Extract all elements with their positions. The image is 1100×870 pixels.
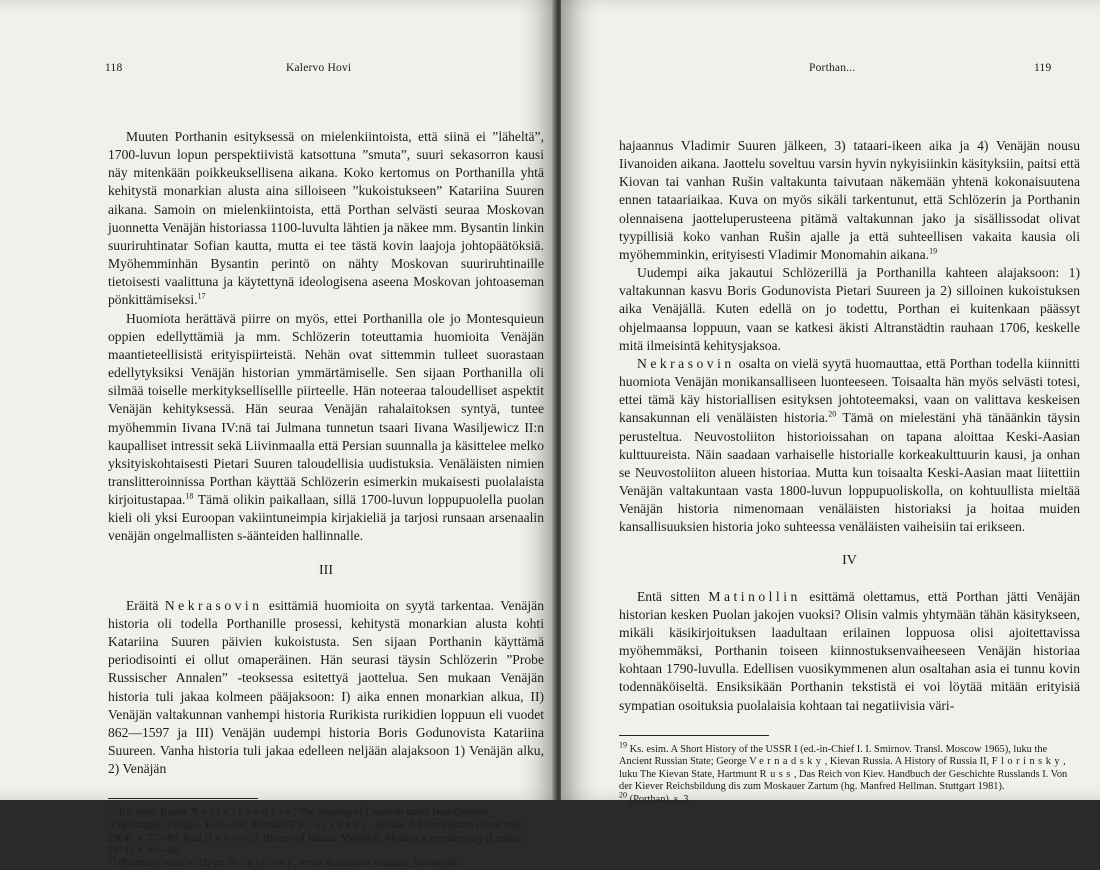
author-name: Vernadsky: [749, 756, 825, 768]
page-number-left: 118: [105, 62, 123, 74]
right-body-text: [619, 137, 1080, 807]
footnote-label: 18: [108, 854, 116, 864]
footnotes-left: [108, 803, 544, 870]
footnote: [108, 854, 544, 870]
author-name: Nørretranders: [190, 807, 294, 819]
paragraph-text: osalta on vielä syytä huomauttaa, että Porthan todella kiinnitti huomiota Venäjän monikansalliseen luonteeseen. Toisaalta hän myös selvästi totesi, ettei tämä käy historiallisen esityksen johtoteemaksi, vaan on valittava keskeisen kansakunnan eli venäläisten historia.: [619, 355, 1080, 426]
footnote-text: , A History of Russia. Medieval, Modern, Contemporary (London 1974), s. 45—46.: [108, 832, 522, 857]
footnote-divider: [108, 798, 258, 799]
paragraph-text: esittämä olettamus, että Porthan jätti Venäjän historian kesken Puolan jakojen vuoksi? Olisin valmis yhtymään tähän käsitykseen, mikäli käsikirjoituksen laadultaan erilainen loppuosa olisi ajoitettavissa myöhemmäksi, Porthanin toiseen kiinnostuksenvaiheeseen Venäjän historiaa kohtaan 1790-luvulla. Edellisen vuosikymmenen alun osaltahan asia ei tunnu kovin todennäköiseltä. Ensiksikään Porthanin tekstistä ei voi löytää mitään erityisiä sympatian osoituksia puolalaisia kohtaan tai negatiivisia väri-: [619, 588, 1080, 713]
paragraph: [619, 588, 1080, 715]
page-number-right: 119: [1034, 62, 1052, 74]
footnotes-right: [619, 740, 1080, 807]
footnote-text: , Das Reich von Kiev. Handbuch der Geschichte Russlands I. Von der Kiever Reichsbildung dis zum Moskauer Zartum (hg. Manfred Hellman. Stuttgart 1981).: [619, 768, 1068, 793]
paragraph: [619, 264, 1080, 355]
footnote-divider: [619, 735, 769, 736]
author-name: Dukes: [204, 832, 249, 844]
footnote-text: , luku The Kievan State, Hartmunt: [619, 756, 1066, 780]
paragraph: [108, 128, 544, 310]
footnote: [108, 803, 544, 857]
paragraph-text: Tämä on mielestäni yhä tänäänkin täysin perusteltua. Neuvostoliiton historioissahan on tapana aloittaa Keski-Aasian kulttuureista. Näin saadaan varhaiselle historialle korkeakulttuurin kausi, ja onhan se Neuvostoliiton alueen historiaa. Mutta kun toisaalta Keski-Aasian maat liitettiin Venäjän valtakuntaan vasta 1800-luvun loppupuoliskolla, on kohtuullista mieltää Venäjän historia nimenomaan venäläisten historiaksi ja hoitaa muiden kansallisuuksien historia joko suhteessa venäläisten vaiheisiin tai erikseen.: [619, 410, 1080, 535]
running-head-left: Kalervo Hovi: [286, 62, 352, 74]
footnote-marker: 20: [828, 409, 837, 419]
footnote-text: , Kievan Russia. A History of Russia II,: [824, 756, 990, 768]
footnote-text: Ks. esim. A Short History of the USSR I (ed.-in-Chief I. I. Smirnov. Transl. Moscow 1965), luku the Ancient Russian State; George: [619, 743, 1048, 768]
paragraph-text: Uudempi aika jakautui Schlözerillä ja Porthanilla kahteen alajaksoon: 1) valtakunnan kasvu Boris Godunovista Pietari Suureen ja 2) silloinen kukoistuksen aika Venäjällä. Kuten edellä on jo todettu, Porthan ei kuitenkaan päässyt ohjelmaansa loppuun, vaan se katkesi äkisti Altranstädtin rauhaan 1706, keskelle mitä ilmeisintä kehitysjaksoa.: [619, 265, 1080, 353]
running-head-right: Porthan...: [809, 62, 856, 74]
author-name: Schlözer: [229, 857, 295, 869]
paragraph-text: hajaannus Vladimir Suuren jälkeen, 3) tataari-ikeen aika ja 4) Venäjän nousu Iivanoiden aikana. Jaottelu soveltuu varsin hyvin nykyisiinkin käsityksiin, paitsi että Kiovan tai vanhan Rušin valtakunta taivutaan näkemään yhtenä kokonaisuutena ennen tataariaikaa. Kuva on myös sikäli tarkentunut, että Schlözerin ja Porthanin olennaisena jaotteluperusteena pitämä valtakunnan jako ja sisällissodat olivat tyypillisiä koko vanhan Rušin ajalle ja että suhteellisen vakaita kausia oli myöhemminkin, erityisesti Vladimir Monomahin aikana.: [619, 138, 1080, 262]
section-heading: IV: [842, 553, 857, 569]
footnote-label: 19: [619, 740, 627, 750]
author-name: Russ: [759, 768, 794, 780]
footnote-marker: 18: [185, 491, 194, 501]
paragraph-text: Muuten Porthanin esityksessä on mielenkiintoista, että siinä ei ”läheltä”, 1700-luvun lopun perspektiivistä katsottuna ”smuta”, suuri sekasorron kausi näy mitenkään poikkeuksellisena aikana. Koko kertomus on Porthanilla yhtä kehitystä monarkian alusta aina silloiseen ”kukoistukseen” Katariina Suuren aikana. Samoin on mielenkiintoista, että Porthan selvästi seuraa Moskovan juonnetta Venäjän historiassa 1100-luvulta lähtien ja näkee mm. Bysantin linkin suuriruhtinatar Sofian kautta, mutta ei tee tästä kovin laajoja johtopäätöksiä. Myöhemminhän Bysantin perintö on nähty Moskovan suuriruhtinaille tietoisesti vaalittuna ja käytettynä ideologisena aseena Moskovan johtoaseman pönkittämiseksi.: [108, 129, 544, 308]
paragraph: [108, 597, 544, 779]
author-name: Florinsky: [991, 756, 1064, 768]
footnote: [619, 790, 1080, 807]
left-body-text: [108, 128, 544, 870]
paragraph-text: esittämiä huomioita on syytä tarkentaa. Venäjän historia oli todella Porthanille prosessi, kehitystä monarkian alusta kohti Katariina Suuren päivien kukoistusta. Sen sijaan Porthanin käyttämä periodisointi ei ollut omaperäinen. Hän seurasi täysin Schlözerin ”Probe Russischer Annalen” -teoksessa esitettyä jaottelua. Sen mukaan Venäjän historia tuli jakaa kolmeen pääjaksoon: I) aika ennen monarkian alkua, II) Venäjän valtakunnan vanhempi historia Rurikista rurikidien loppuun eli vuodet 862—1597 ja III) Venäjän uudempi historia Boris Godunovista Katariina Suureen. Vanha historia tuli jakaa edelleen neljään alajaksoon 1) Venäjän alku, 2) Venäjän: [108, 597, 545, 777]
author-name: Nekrasovin: [637, 355, 735, 371]
paragraph-text: Huomiota herättävä piirre on myös, ettei Porthanilla ole jo Montesquieun oppien edellyttämiä ja mm. Schlözerin toteuttamia huomioita Venäjän maantieteellisistä erityispiirteistä. Nehän ovat sittemmin tulleet suorastaan edellytyksiksi Venäjän historian ymmärtämiselle. Sen sijaan Porthanilla oli silmää toiselle merkityksellisellle piirteelle. Hän noteeraa taloudelliset aspektit Venäjän kehityksessä. Hän seuraa Venäjän rahalaitoksen syntyä, tuntee myöhemmin Iivana IV:nä tai Julmana tunnetun tsaari Iivana Wasiljewicz II:n kaupalliset intressit sekä Liivinmaalla että Persian suunnalla ja käsittelee melko yksityiskohtaisesti Pietari Suuren taloudellisia uudistuksia. Venäläisten nimien translitteroinnissa Porthan käyttää Schlözerin esimerkin mukaisesti puolalaista kirjoitustapaa.: [108, 310, 544, 508]
footnote: [619, 740, 1080, 794]
footnote-text: , The Shaping of Czardom under Ivan Groznyj (Copenhagen 1964), s. 153—166; Michael T.: [108, 807, 488, 831]
paragraph: [619, 137, 1080, 264]
paragraph-text: Tämä olikin paikallaan, sillä 1700-luvun loppupuolella puolan kieli oli yksi Euroopan vakiintuneimpia kirjakieliä ja tarjosi runsaan arsenaalin venäjän ongelmallisten s-äänteiden hallinnalle.: [108, 492, 544, 544]
author-name: Florinsky: [298, 819, 371, 831]
section-heading: III: [319, 562, 333, 578]
footnote-marker: 19: [929, 246, 938, 256]
footnote-text: (Porthan), s. 3.: [629, 794, 692, 806]
paragraph: [108, 310, 544, 546]
footnote-label: 17: [108, 803, 116, 813]
author-name: Matinollin: [708, 588, 801, 604]
footnote-text: (Porthan), esim. s. 42; vrt.: [118, 857, 228, 869]
footnote-text: , Probe Russischer Annalen, Vorbericht.: [294, 857, 460, 869]
paragraph-text: Eräitä: [126, 597, 159, 613]
author-name: Nekrasovin: [164, 597, 263, 613]
footnote-text: , Russia. A Short History (New York 1964), s. 77—80; Paul: [108, 819, 522, 844]
paragraph-text: Entä sitten: [637, 588, 700, 604]
footnote-marker: 17: [197, 291, 206, 301]
paragraph: [619, 355, 1080, 537]
footnote-text: Ks. esim. Bjarne: [118, 807, 188, 819]
right-page: [561, 0, 1100, 806]
footnote-label: 20: [619, 790, 627, 800]
